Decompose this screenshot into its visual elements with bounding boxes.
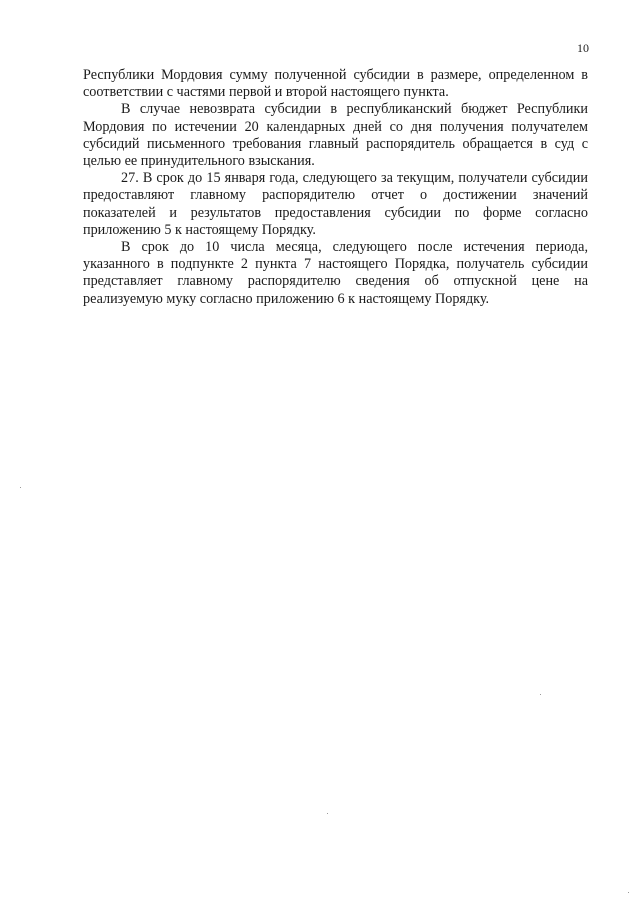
paragraph-item-27-report: 27. В срок до 15 января года, следующего за текущим, получатели субсидии предоставляют главному распорядителю отчет о достижении значений показателей и результатов предоставления субсидии по форме согласно приложению 5 к настоящему Порядку.: [83, 170, 588, 238]
scan-speck: [327, 813, 328, 814]
scan-speck: [20, 487, 21, 488]
page-number: 10: [577, 41, 589, 55]
scan-speck: [540, 694, 541, 695]
document-body: [83, 67, 588, 308]
scan-speck: [628, 892, 629, 893]
paragraph-price-information: В срок до 10 числа месяца, следующего после истечения периода, указанного в подпункте 2 пункта 7 настоящего Порядка, получатель субсидии представляет главному распорядителю сведения об отпускной цене на реализуемую муку согласно приложению 6 к настоящему Порядку.: [83, 239, 588, 307]
paragraph-continuation: Республики Мордовия сумму полученной субсидии в размере, определенном в соответствии с частями первой и второй настоящего пункта.: [83, 67, 588, 101]
paragraph-nonreturn-subsidy: В случае невозврата субсидии в республиканский бюджет Республики Мордовия по истечении 20 календарных дней со дня получения получателем субсидий письменного требования главный распорядитель обращается в суд с целью ее принудительного взыскания.: [83, 101, 588, 170]
